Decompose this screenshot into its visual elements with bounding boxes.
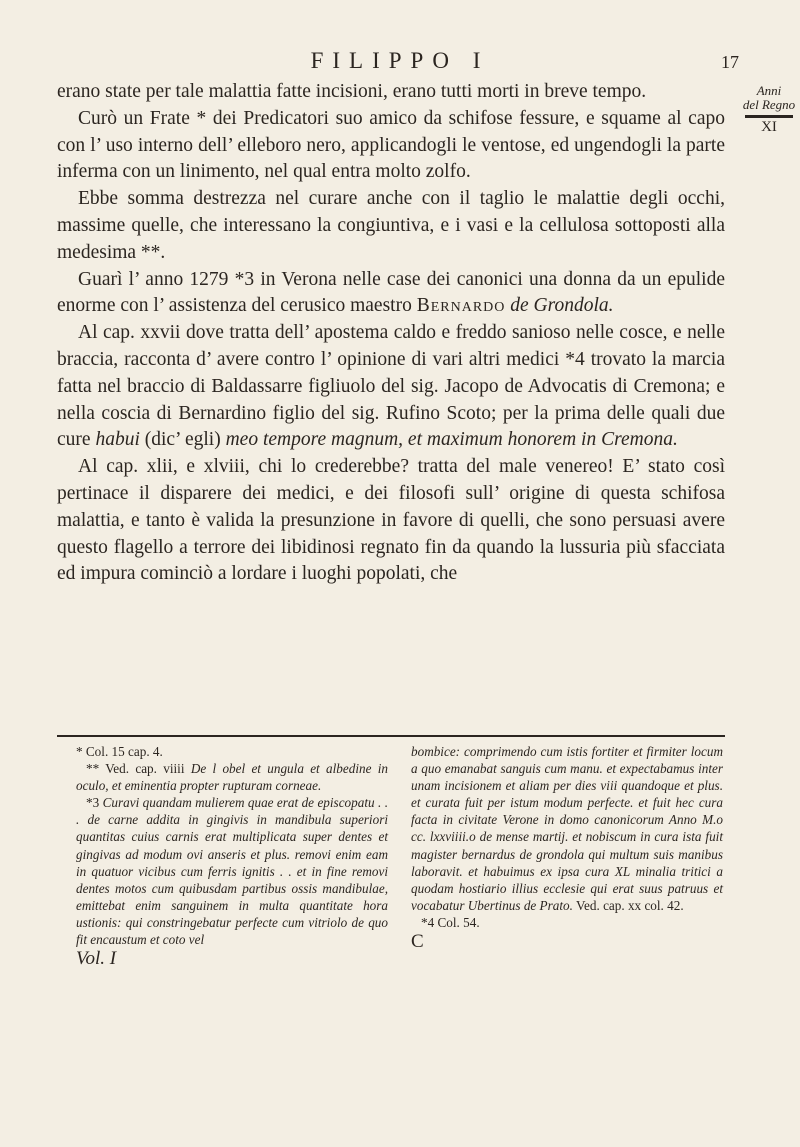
footnote-column-left <box>76 743 389 970</box>
page-number: 17 <box>721 52 739 72</box>
margin-note-anni: Anni <box>756 83 782 98</box>
paragraph-5-italic-2: meo tempore magnum, et maximum honorem in Cremona. <box>225 429 678 451</box>
footnote-2-ref: ** Ved. cap. viiii <box>86 761 185 777</box>
paragraph-6: Al cap. xlii, e xlviii, chi lo crederebbe? tratta del male venereo! E’ stato così pertinace il disparere dei medici, e dei filosofi sull’ origine di questa schifosa malattia, e tanto è valida la presunzione in favore di quelli, che sono persuasi avere questo flagello a terrore dei libidinosi regnato fin da quando la lussuria più sfacciata ed impura cominciò a lordare i luoghi popolati, che <box>57 456 725 585</box>
paragraph-3: Ebbe somma destrezza nel curare anche con il taglio le malattie degli occhi, massime quelle, che interessano la congiuntiva, e i vasi e la cellulosa sottoposti alla medesima **. <box>57 188 725 263</box>
footnote-2-text: De l obel et ungula et albedine in oculo, et eminentia propter rupturam corneae. <box>76 761 388 794</box>
footnote-2 <box>76 760 388 794</box>
footnote-1: * Col. 15 cap. 4. <box>76 744 163 759</box>
margin-note <box>741 84 797 134</box>
footnote-4: *4 Col. 54. <box>421 914 480 930</box>
footnote-3-crossref: Ved. cap. xx col. 42. <box>575 897 684 913</box>
name-bernardo: Bernardo <box>416 295 506 317</box>
paragraph-4-text: Guarì l’ anno 1279 *3 in Verona nelle case dei canonici una donna da un epulide enorme con l’ assistenza del cerusico maestro <box>57 268 725 317</box>
footnote-3-text: Curavi quandam mulierem quae erat de episcopatu . . . de carne addita in gingivis in mandibula superiori quantitas cuius carnis erat multiplicata super dentes et gingivas ad modum ovi anseris et plus. removi enim eam in quatuor vicibus cum ferris ignitis . . et in fine removi dentes motos cum quibusdam partibus ossis mandibulae, emittebat enim sanguinem in multa quantitate hora ustionis: qui constringebatur perfecte cum vitriolo de quo fit encaustum et coto vel <box>76 795 389 948</box>
footnote-3 <box>76 794 388 948</box>
margin-rule <box>745 115 793 118</box>
signature-mark-left: Vol. I <box>76 948 117 970</box>
paragraph-1: erano state per tale malattia fatte incisioni, erano tutti morti in breve tempo. <box>57 81 647 102</box>
footnote-divider <box>57 735 725 737</box>
margin-note-year: XI <box>761 119 777 135</box>
margin-note-regno: del Regno <box>742 97 796 112</box>
paragraph-2: Curò un Frate * dei Predicatori suo amico da schifose fessure, e squame al capo con l’ uso interno dell’ elleboro nero, applicandogli le ventose, ed ungendogli la parte inferma con un linimento, nel qual entra molto zolfo. <box>57 107 725 183</box>
paragraph-4-italic: de Grondola. <box>510 295 614 317</box>
footnote-column-right <box>411 743 723 953</box>
footnote-3-continued-text: bombice: comprimendo cum istis fortiter et firmiter locum a quo emanabat sanguis cum manu. et expectabamus inter unam incisionem et aliam per dies viii quandoque et plus. et curata fuit per istum modum perfecte. et fuit hec cura facta in civitate Verone in domo canonicorum Anno M.o cc. lxxviiii.o de mense martij. et nobiscum in cura ista fuit magister bernardus de grondola qui multum suis manibus laboravit. et habuimus ex ipsa cura XL minalia tritici a quodam hostiario illius ecclesie qui erat suus patruus et vocabatur Ubertinus de Prato. <box>411 744 723 913</box>
paragraph-5-aside: (dic’ egli) <box>144 429 221 451</box>
paragraph-5-italic-1: habui <box>95 429 140 451</box>
paragraph-5-text: Al cap. xxvii dove tratta dell’ apostema caldo e freddo sanioso nelle cosce, e nelle braccia, racconta d’ avere contro l’ opinione di vari altri medici *4 trovato la marcia fatta nel braccio di Baldassarre figliuolo del sig. Jacopo de Advocatis di Cremona; e nella coscia di Bernardino figlio del sig. Rufino Scoto; per la prima delle quali due cure <box>57 322 725 451</box>
running-title: FILIPPO I <box>310 48 490 73</box>
paragraph-5 <box>57 320 725 454</box>
signature-mark-right: C <box>411 931 424 953</box>
footnote-3-continued <box>411 743 723 914</box>
paragraph-4 <box>57 267 725 321</box>
footnote-3-ref: *3 <box>86 795 100 811</box>
main-text <box>57 79 725 588</box>
